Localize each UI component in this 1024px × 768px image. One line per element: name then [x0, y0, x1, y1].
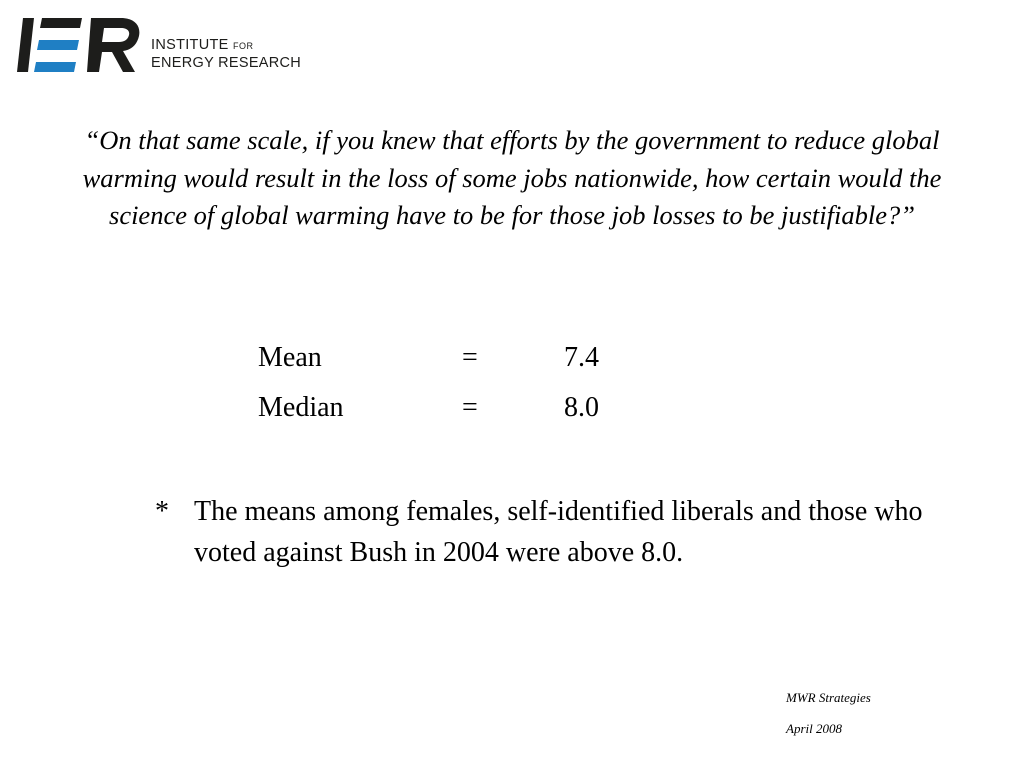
stat-equals: = — [462, 392, 478, 423]
logo-line1-small: FOR — [232, 41, 254, 51]
source-org: MWR Strategies — [786, 690, 871, 705]
logo-line2: ENERGY RESEARCH — [151, 55, 302, 71]
source-date: April 2008 — [786, 721, 842, 736]
stat-row-mean — [0, 342, 1024, 382]
stat-value: 7.4 — [564, 342, 599, 373]
ier-logo — [17, 18, 142, 72]
survey-question: “On that same scale, if you knew that efforts by the government to reduce global warming would result in the loss of some jobs nationwide, how certain would the science of global warming have to be for those job losses to be justifiable?” — [82, 125, 942, 230]
stat-label: Median — [258, 392, 344, 423]
logo-line1: INSTITUTE — [151, 37, 229, 53]
footnote-asterisk: * — [155, 496, 169, 527]
stat-row-median — [0, 392, 1024, 432]
ier-logo-mark-icon — [17, 18, 142, 72]
source-credit — [786, 682, 871, 744]
logo-text — [151, 37, 301, 72]
stat-equals: = — [462, 342, 478, 373]
stat-label: Mean — [258, 342, 322, 373]
footnote-text: The means among females, self-identified liberals and those who voted against Bush in 2004 were above 8.0. — [194, 496, 923, 568]
stat-value: 8.0 — [564, 392, 599, 423]
